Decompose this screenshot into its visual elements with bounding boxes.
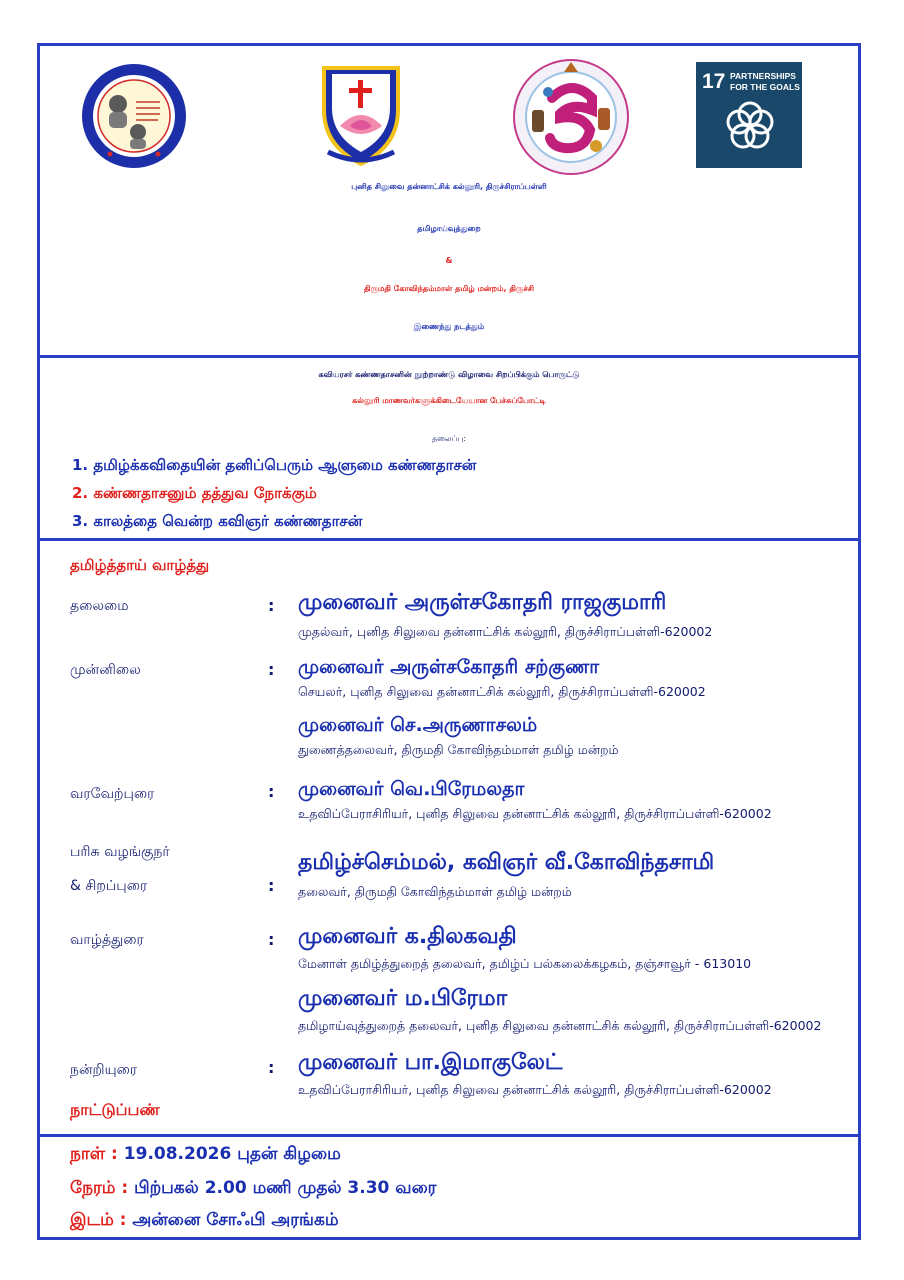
topic-3: 3. காலத்தை வென்ற கவிஞர் கண்ணதாசன்: [72, 512, 363, 530]
date-label: நாள் :: [70, 1144, 118, 1164]
mandram-seal-logo: [80, 62, 188, 170]
venue-row: [70, 1210, 339, 1232]
national-anthem: நாட்டுப்பண்: [70, 1100, 160, 1119]
person-name: முனைவர் செ.அருணாசலம்: [298, 714, 538, 736]
partnership-rings-icon: [724, 100, 776, 152]
venue-label: இடம் :: [70, 1210, 127, 1230]
person-name: முனைவர் வெ.பிரேமலதா: [298, 778, 525, 800]
colon: :: [268, 782, 275, 801]
date-row: [70, 1144, 341, 1166]
role-label: வாழ்த்துரை: [70, 932, 144, 948]
person-name: முனைவர் அருள்சகோதரி ராஜகுமாரி: [298, 590, 667, 615]
time-label: நேரம் :: [70, 1178, 129, 1198]
role-label: பரிசு வழங்குநர்: [70, 844, 170, 860]
person-name: முனைவர் க.திலகவதி: [298, 924, 517, 949]
sdg-line2: FOR THE GOALS: [730, 82, 800, 92]
date-value: 19.08.2026 புதன் கிழமை: [123, 1144, 341, 1164]
person-name: முனைவர் ம.பிரேமா: [298, 986, 508, 1011]
person-desc: உதவிப்பேராசிரியர், புனித சிலுவை தன்னாட்சிக் கல்லூரி, திருச்சிராப்பள்ளி-620002: [298, 1082, 772, 1097]
topic-1: 1. தமிழ்க்கவிதையின் தனிப்பெரும் ஆளுமை கண்ணதாசன்: [72, 456, 477, 474]
sdg-line1: PARTNERSHIPS: [730, 71, 796, 81]
person-desc: தலைவர், திருமதி கோவிந்தம்மாள் தமிழ் மன்றம்: [298, 884, 572, 899]
college-name: புனித சிலுவை தன்னாட்சிக் கல்லூரி, திருச்சிராப்பள்ளி: [351, 182, 547, 191]
sdg-number: 17: [702, 70, 726, 93]
ampersand: &: [445, 256, 453, 265]
topic-2: 2. கண்ணதாசனும் தத்துவ நோக்கும்: [72, 484, 317, 502]
colon: :: [268, 930, 275, 949]
person-desc: மேனாள் தமிழ்த்துறைத் தலைவர், தமிழ்ப் பல்கலைக்கழகம், தஞ்சாவூர் - 613010: [298, 956, 752, 971]
colon: :: [268, 876, 275, 895]
person-name: முனைவர் அருள்சகோதரி சற்குணா: [298, 656, 600, 678]
divider-program: [37, 1134, 861, 1137]
college-crest-logo: [318, 64, 404, 170]
jointly-organised: இணைந்து நடத்தும்: [413, 322, 485, 331]
occasion-line: கவியரசர் கண்ணதாசனின் நூற்றாண்டு விழாவை சிறப்பிக்கும் பொருட்டு: [318, 370, 580, 379]
divider-header: [37, 355, 861, 358]
person-name: தமிழ்ச்செம்மல், கவிஞர் வீ.கோவிந்தசாமி: [298, 850, 715, 875]
event-title: கல்லூரி மாணவர்களுக்கிடையேயான பேச்சுப்போட்டி: [352, 396, 546, 405]
role-label: முன்னிலை: [70, 662, 141, 678]
person-desc: உதவிப்பேராசிரியர், புனித சிலுவை தன்னாட்சிக் கல்லூரி, திருச்சிராப்பள்ளி-620002: [298, 806, 772, 821]
department-name: தமிழாய்வுத்துறை: [417, 224, 481, 233]
colon: :: [268, 1058, 275, 1077]
colon: :: [268, 660, 275, 679]
time-value: பிற்பகல் 2.00 மணி முதல் 3.30 வரை: [134, 1178, 437, 1198]
sdg17-logo: [696, 62, 802, 168]
mandram-name: திருமதி கோவிந்தம்மாள் தமிழ் மன்றம், திருச்சி: [363, 284, 535, 293]
role-label: தலைமை: [70, 598, 129, 614]
person-desc: துணைத்தலைவர், திருமதி கோவிந்தம்மாள் தமிழ் மன்றம்: [298, 742, 619, 757]
role-label-2: & சிறப்புரை: [70, 878, 148, 894]
person-desc: முதல்வர், புனித சிலுவை தன்னாட்சிக் கல்லூரி, திருச்சிராப்பள்ளி-620002: [298, 624, 713, 639]
colon: :: [268, 596, 275, 615]
person-desc: தமிழாய்வுத்துறைத் தலைவர், புனித சிலுவை தன்னாட்சிக் கல்லூரி, திருச்சிராப்பள்ளி-620002: [298, 1018, 822, 1033]
person-desc: செயலர், புனித சிலுவை தன்னாட்சிக் கல்லூரி, திருச்சிராப்பள்ளி-620002: [298, 684, 706, 699]
person-name: முனைவர் பா.இமாகுலேட்: [298, 1050, 563, 1075]
department-emblem-logo: [512, 58, 630, 176]
time-row: [70, 1178, 436, 1200]
invocation: தமிழ்த்தாய் வாழ்த்து: [70, 556, 210, 574]
role-label: நன்றியுரை: [70, 1062, 138, 1078]
venue-value: அன்னை சோஃபி அரங்கம்: [132, 1210, 339, 1230]
divider-topics: [37, 538, 861, 541]
topics-label: தலைப்பு:: [431, 434, 467, 443]
role-label: வரவேற்புரை: [70, 786, 155, 802]
